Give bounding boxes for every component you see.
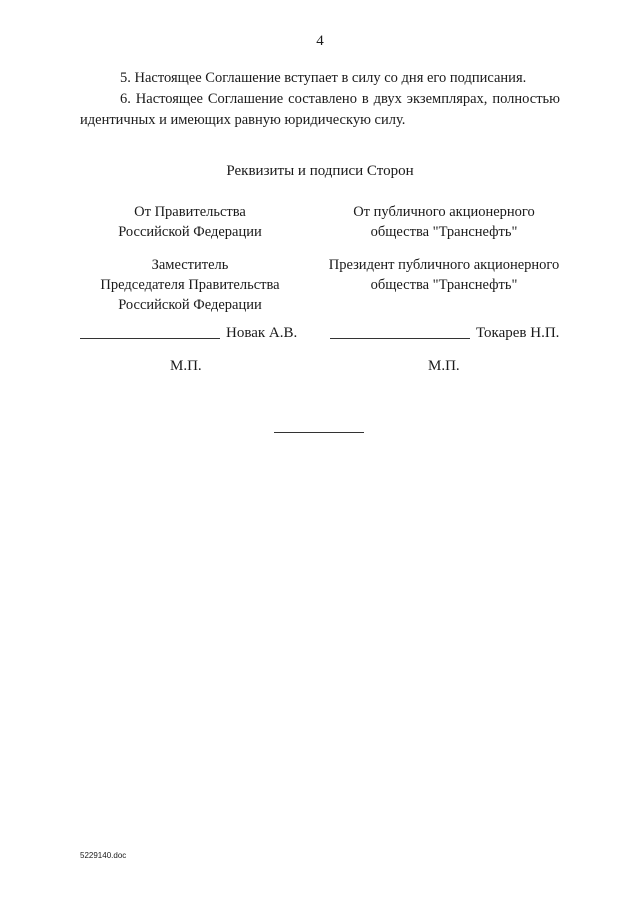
right-signature-line: [330, 337, 470, 339]
paragraph-6: 6. Настоящее Соглашение составлено в двух экземплярах, полностью идентичных и имеющих равную юридическую силу.: [80, 91, 560, 128]
right-party-title-line1: Президент публичного акционерного: [328, 257, 560, 273]
right-party-from-line2: общества "Транснефть": [370, 224, 518, 240]
left-seal-label: М.П.: [170, 358, 202, 374]
document-id: 5229140.doc: [80, 851, 127, 860]
left-party-title: [60, 255, 320, 315]
right-seal-label: М.П.: [428, 358, 460, 374]
left-party-title-line3: Российской Федерации: [118, 297, 262, 313]
left-party-title-line2: Председателя Правительства: [100, 277, 280, 293]
right-party-from-line1: От публичного акционерного: [353, 204, 535, 220]
right-party-from: [314, 202, 574, 242]
closing-rule: [274, 432, 364, 433]
left-signatory-name: Новак А.В.: [226, 325, 298, 341]
left-party-from-line2: Российской Федерации: [118, 224, 262, 240]
left-party-from: [60, 202, 320, 242]
paragraph-5: 5. Настоящее Соглашение вступает в силу со дня его подписания.: [120, 70, 527, 86]
left-signature-line: [80, 337, 220, 339]
page-number: 4: [316, 33, 324, 49]
right-party-title: [314, 255, 574, 295]
left-party-title-line1: Заместитель: [151, 257, 229, 273]
right-signatory-name: Токарев Н.П.: [476, 325, 560, 341]
signatures-heading: Реквизиты и подписи Сторон: [226, 163, 414, 179]
right-signature-row: [330, 323, 559, 343]
right-party-title-line2: общества "Транснефть": [370, 277, 518, 293]
left-signature-row: [80, 323, 297, 343]
left-party-from-line1: От Правительства: [134, 204, 246, 220]
